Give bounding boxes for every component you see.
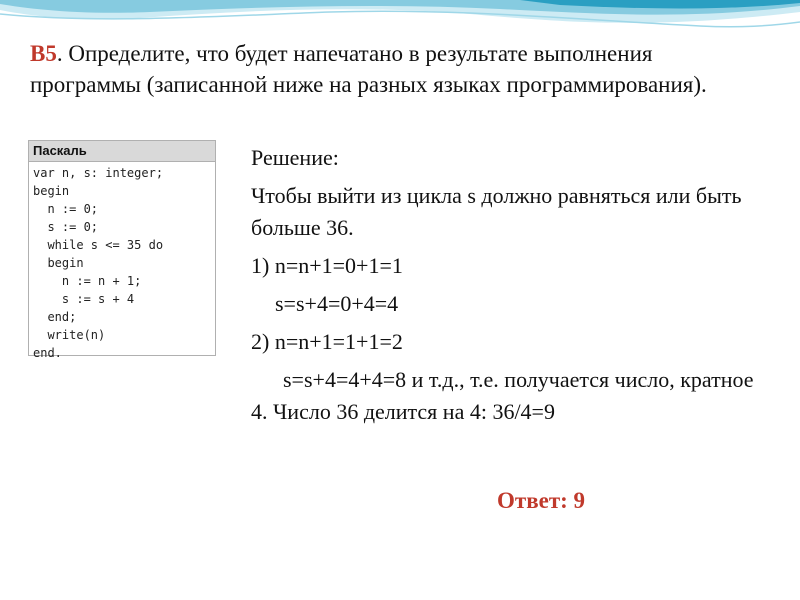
solution-heading: Решение: [251,145,339,170]
code-line: var n, s: integer; [33,166,164,180]
code-line: n := n + 1; [33,274,142,288]
code-line: write(n) [33,328,106,342]
code-line: begin [33,256,84,270]
task-statement [30,38,730,100]
solution-intro: Чтобы выйти из цикла s должно равняться или быть больше 36. [251,183,742,240]
solution-step1-n: 1) n=n+1=0+1=1 [251,253,403,278]
code-listing [28,140,216,360]
task-text: . Определите, что будет напечатано в результате выполнения программы (записанной ниже на разных языках программирования). [30,41,707,97]
solution-block [251,142,761,428]
code-line: begin [33,184,70,198]
header-wave-decoration [0,0,800,40]
code-line: end. [33,346,62,360]
answer-text: Ответ: 9 [497,488,586,513]
code-line: s := s + 4 [33,292,135,306]
code-line: n := 0; [33,202,99,216]
solution-step2-n: 2) n=n+1=1+1=2 [251,329,403,354]
code-line: end; [33,310,77,324]
code-line: s := 0; [33,220,99,234]
solution-step2-s: s=s+4=4+4=8 и т.д., т.е. получается число, кратное 4. Число 36 делится на 4: 36/4=9 [251,367,754,424]
code-line: while s <= 35 do [33,238,164,252]
solution-step1-s: s=s+4=0+4=4 [275,291,399,316]
code-body [29,162,215,364]
task-label: В5 [30,41,57,66]
code-language-header: Паскаль [29,141,215,162]
